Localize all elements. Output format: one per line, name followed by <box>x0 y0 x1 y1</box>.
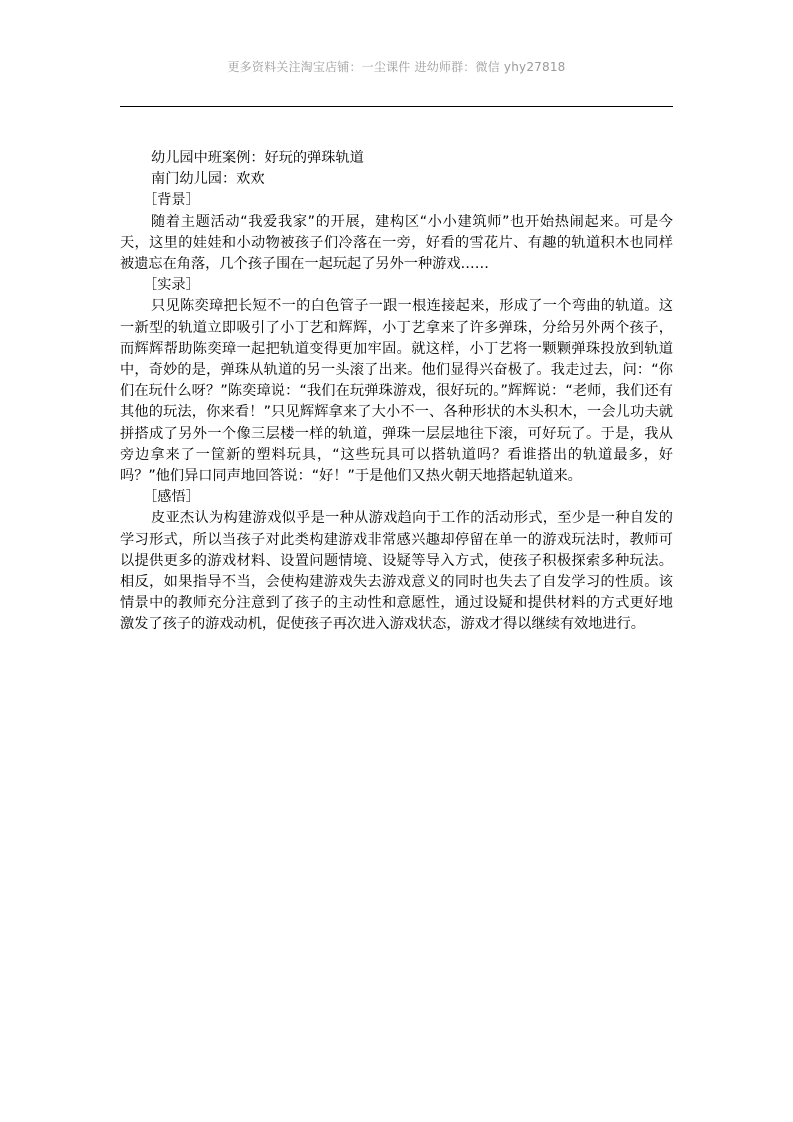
header-note: 更多资料关注淘宝店铺：一尘课件 进幼师群：微信 yhy27818 <box>227 60 566 74</box>
document-author: 南门幼儿园：欢欢 <box>151 171 265 188</box>
section-label-insight: ［感悟］ <box>143 489 200 506</box>
section-label-record: ［实录］ <box>143 277 200 294</box>
document-body <box>120 148 673 636</box>
section-label-background: ［背景］ <box>143 192 200 209</box>
section-text-insight: 皮亚杰认为构建游戏似乎是一种从游戏趋向于工作的活动形式，至少是一种自发的学习形式，所以当孩子对此类构建游戏非常感兴趣却停留在单一的游戏玩法时，教师可以提供更多的游戏材料、设置问题情境、设疑等导入方式，使孩子积极探索多种玩法。相反，如果指导不当，会使构建游戏失去游戏意义的同时也失去了自发学习的性质。该情景中的教师充分注意到了孩子的主动性和意愿性，通过设疑和提供材料的方式更好地激发了孩子的游戏动机，促使孩子再次进入游戏状态，游戏才得以继续有效地进行。 <box>120 510 673 633</box>
header-rule <box>120 106 673 107</box>
section-text-record: 只见陈奕璋把长短不一的白色管子一跟一根连接起来，形成了一个弯曲的轨道。这一新型的轨道立即吸引了小丁艺和辉辉，小丁艺拿来了许多弹珠，分给另外两个孩子，而辉辉帮助陈奕璋一起把轨道变得更加牢固。就这样，小丁艺将一颗颗弹珠投放到轨道中，奇妙的是，弹珠从轨道的另一头滚了出来。他们显得兴奋极了。我走过去，问：“你们在玩什么呀？”陈奕璋说：“我们在玩弹珠游戏，很好玩的。”辉辉说：“老师，我们还有其他的玩法，你来看！”只见辉辉拿来了大小不一、各种形状的木头积木，一会儿功夫就拼搭成了另外一个像三层楼一样的轨道，弹珠一层层地往下滚，可好玩了。于是，我从旁边拿来了一筐新的塑料玩具，“这些玩具可以搭轨道吗？看谁搭出的轨道最多，好吗？”他们异口同声地回答说：“好！”于是他们又热火朝天地搭起轨道来。 <box>120 298 673 485</box>
document-title: 幼儿园中班案例：好玩的弹珠轨道 <box>151 150 364 166</box>
section-text-background: 随着主题活动“我爱我家”的开展，建构区“小小建筑师”也开始热闹起来。可是今天，这里的娃娃和小动物被孩子们冷落在一旁，好看的雪花片、有趣的轨道积木也同样被遗忘在角落，几个孩子围在一起玩起了另外一种游戏…… <box>120 213 673 273</box>
